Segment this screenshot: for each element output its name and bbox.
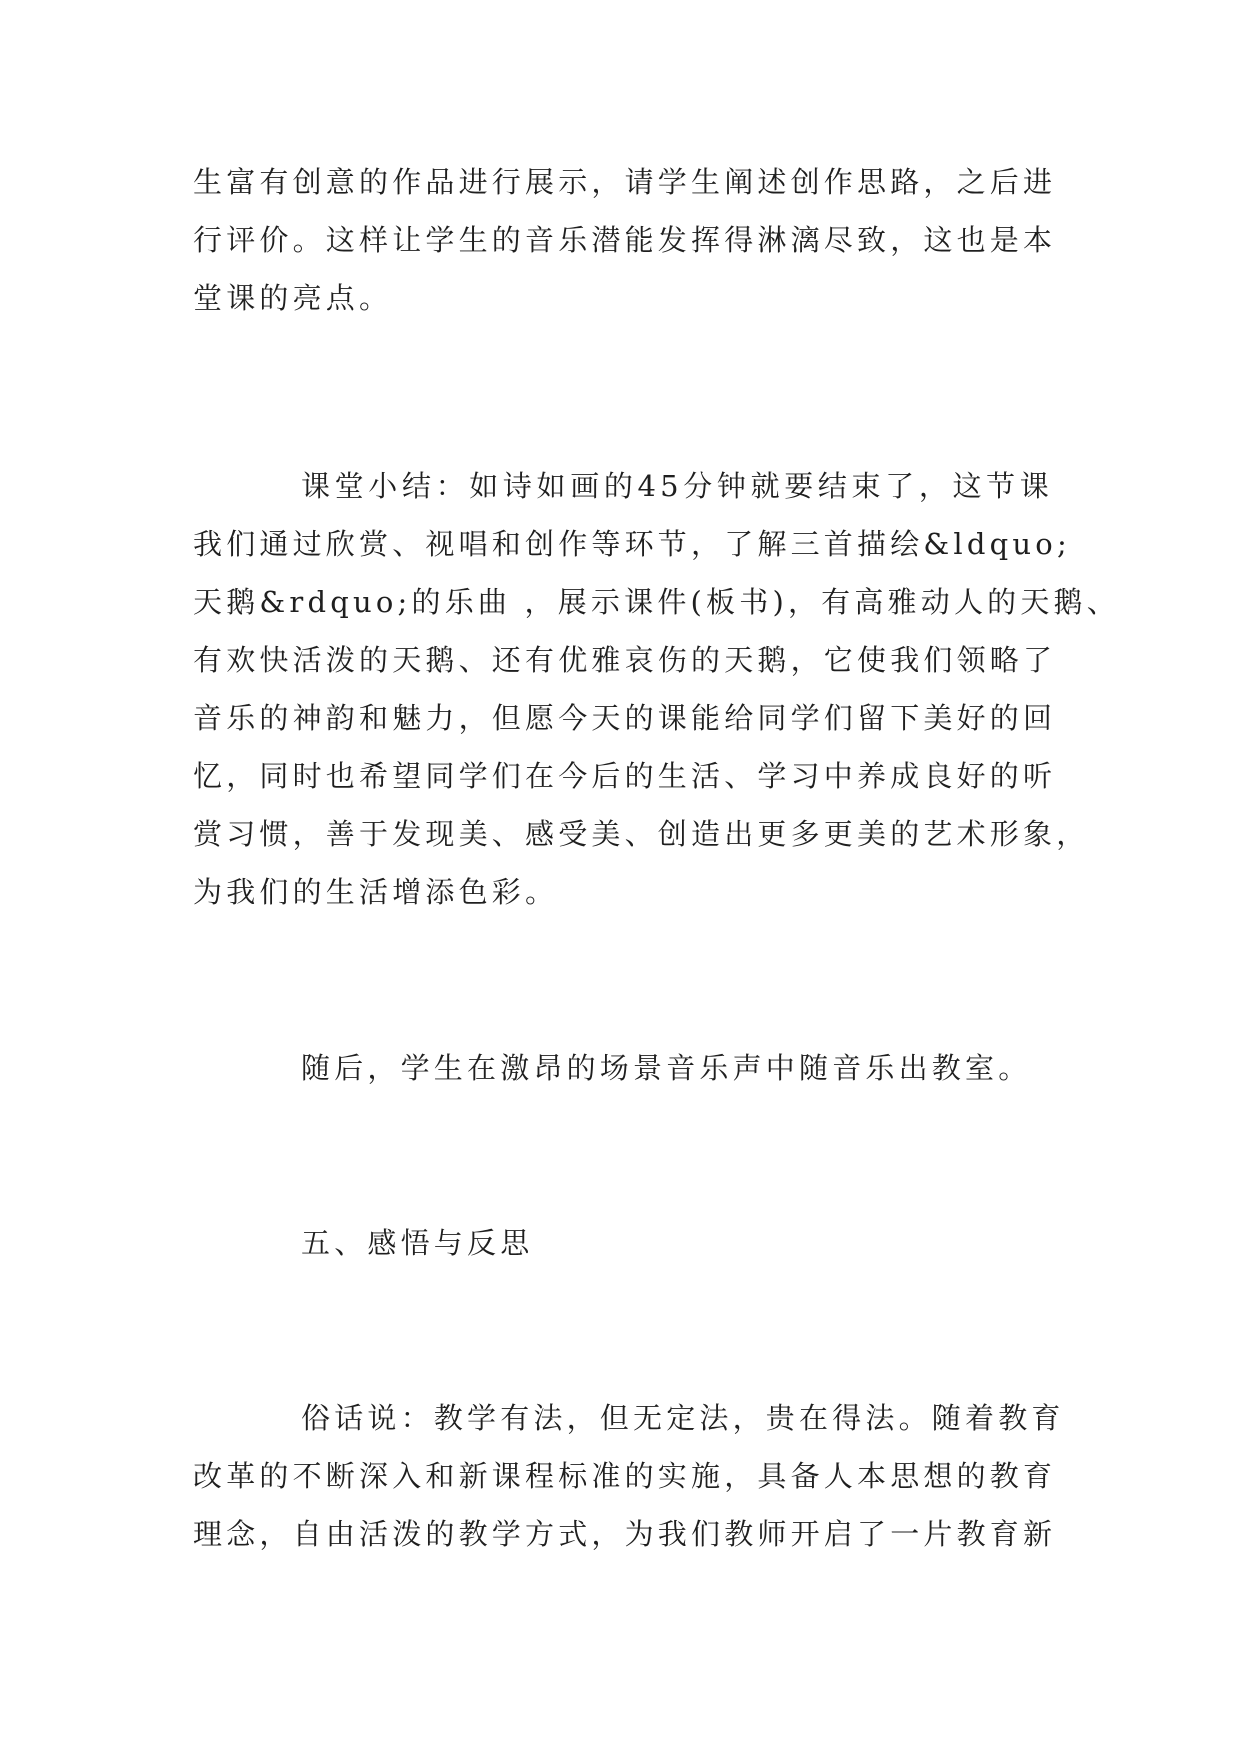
text-line: 赏习惯，善于发现美、感受美、创造出更多更美的艺术形象，: [193, 817, 1090, 851]
text-line: 改革的不断深入和新课程标准的实施，具备人本思想的教育: [193, 1459, 1057, 1493]
paragraph-class-summary: [193, 457, 1120, 921]
text-line: 音乐的神韵和魅力，但愿今天的课能给同学们留下美好的回: [193, 701, 1057, 735]
paragraph-students-leave: [193, 1039, 1053, 1097]
text-line: 忆，同时也希望同学们在今后的生活、学习中养成良好的听: [193, 759, 1057, 793]
text-line: 理念，自由活泼的教学方式，为我们教师开启了一片教育新: [193, 1517, 1057, 1551]
text-line: 堂课的亮点。: [193, 281, 393, 315]
text-line: 天鹅&rdquo;的乐曲 ，展示课件(板书)，有高雅动人的天鹅、: [193, 585, 1120, 619]
text-line: 为我们的生活增添色彩。: [193, 875, 559, 909]
text-line: 我们通过欣赏、视唱和创作等环节，了解三首描绘&ldquo;: [193, 527, 1071, 561]
section-heading-reflection: [193, 1214, 1053, 1272]
text-line: 俗话说：教学有法，但无定法，贵在得法。随着教育: [301, 1401, 1065, 1435]
text-line: 课堂小结：如诗如画的45分钟就要结束了，这节课: [301, 469, 1053, 503]
text-line: 行评价。这样让学生的音乐潜能发挥得淋漓尽致，这也是本: [193, 223, 1057, 257]
text-line: 生富有创意的作品进行展示，请学生阐述创作思路，之后进: [193, 165, 1057, 199]
paragraph-creative-works: [193, 153, 1057, 327]
text-line: 随后，学生在激昂的场景音乐声中随音乐出教室。: [301, 1051, 1032, 1085]
paragraph-proverb: [193, 1389, 1065, 1563]
text-line: 有欢快活泼的天鹅、还有优雅哀伤的天鹅，它使我们领略了: [193, 643, 1057, 677]
section-heading: 五、感悟与反思: [301, 1226, 534, 1260]
